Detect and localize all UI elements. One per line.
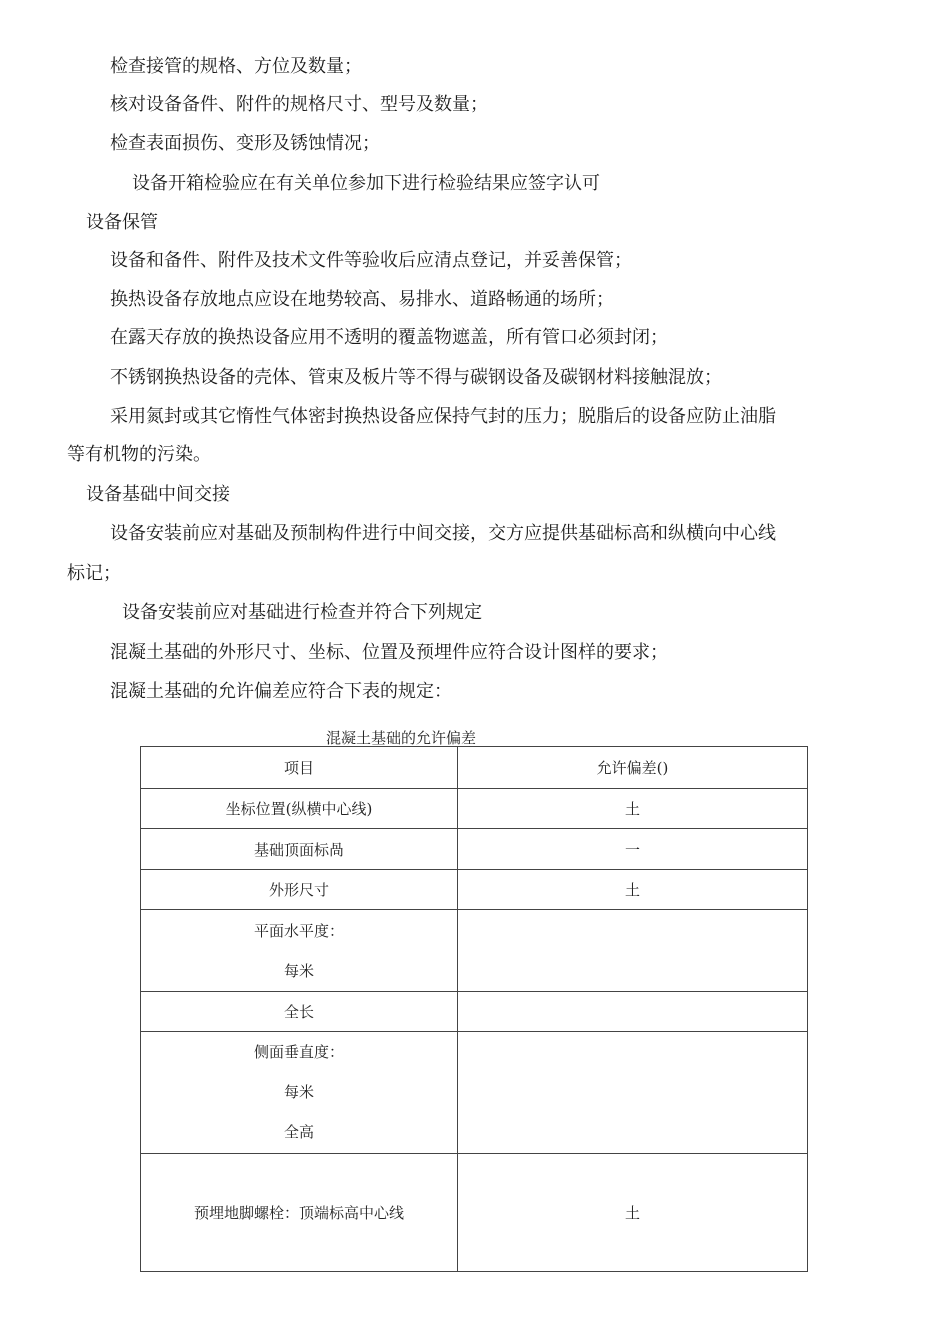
deviation-table — [140, 746, 808, 1272]
section-heading: 设备保管 — [86, 212, 158, 233]
item-cell: 全长 — [141, 992, 458, 1032]
table-row — [141, 789, 808, 829]
value-cell: 土 — [458, 870, 808, 910]
value-cell — [458, 992, 808, 1032]
paragraph: 采用氮封或其它惰性气体密封换热设备应保持气封的压力；脱脂后的设备应防止油脂 — [110, 406, 776, 427]
item-cell: 外形尺寸 — [141, 870, 458, 910]
value-cell — [458, 910, 808, 992]
item-cell: 坐标位置(纵横中心线) — [141, 789, 458, 829]
item-line: 每米 — [283, 1083, 314, 1101]
section-heading: 设备基础中间交接 — [86, 484, 230, 505]
value-cell: 土 — [458, 1154, 808, 1272]
table-row — [141, 1154, 808, 1272]
item-line: 全高 — [283, 1123, 314, 1141]
table-caption: 混凝土基础的允许偏差 — [326, 729, 477, 747]
item-line: 侧面垂直度： — [253, 1043, 344, 1061]
item-line: 每米 — [283, 961, 314, 980]
header-cell-item: 项目 — [141, 747, 458, 789]
paragraph-continuation: 等有机物的污染。 — [67, 444, 211, 465]
paragraph: 检查接管的规格、方位及数量； — [110, 56, 362, 77]
table-header-row — [141, 747, 808, 789]
table-row — [141, 1032, 808, 1154]
table-row — [141, 829, 808, 870]
paragraph: 混凝土基础的允许偏差应符合下表的规定： — [110, 681, 452, 702]
paragraph: 检查表面损伤、变形及锈蚀情况； — [110, 133, 380, 154]
table-row — [141, 992, 808, 1032]
paragraph: 设备安装前应对基础及预制构件进行中间交接，交方应提供基础标高和纵横向中心线 — [110, 523, 776, 544]
item-cell — [141, 1032, 458, 1154]
item-cell: 基础顶面标咼 — [141, 829, 458, 870]
item-line: 平面水平度： — [253, 921, 344, 940]
paragraph: 混凝土基础的外形尺寸、坐标、位置及预埋件应符合设计图样的要求； — [110, 642, 668, 663]
paragraph: 核对设备备件、附件的规格尺寸、型号及数量； — [110, 94, 488, 115]
table-row — [141, 910, 808, 992]
item-cell — [141, 910, 458, 992]
paragraph: 不锈钢换热设备的壳体、管束及板片等不得与碳钢设备及碳钢材料接触混放； — [110, 367, 722, 388]
value-cell: 一 — [458, 829, 808, 870]
paragraph-continuation: 标记； — [67, 563, 121, 584]
value-cell — [458, 1032, 808, 1154]
header-cell-tolerance: 允许偏差() — [458, 747, 808, 789]
paragraph: 设备和备件、附件及技术文件等验收后应清点登记，并妥善保管； — [110, 250, 632, 271]
item-cell: 预埋地脚螺栓：顶端标高中心线 — [141, 1154, 458, 1272]
paragraph: 设备开箱检验应在有关单位参加下进行检验结果应签字认可 — [132, 173, 600, 194]
paragraph: 设备安装前应对基础进行检查并符合下列规定 — [122, 602, 482, 623]
table-row — [141, 870, 808, 910]
paragraph: 换热设备存放地点应设在地势较高、易排水、道路畅通的场所； — [110, 289, 614, 310]
value-cell: 土 — [458, 789, 808, 829]
paragraph: 在露天存放的换热设备应用不透明的覆盖物遮盖，所有管口必须封闭； — [110, 327, 668, 348]
